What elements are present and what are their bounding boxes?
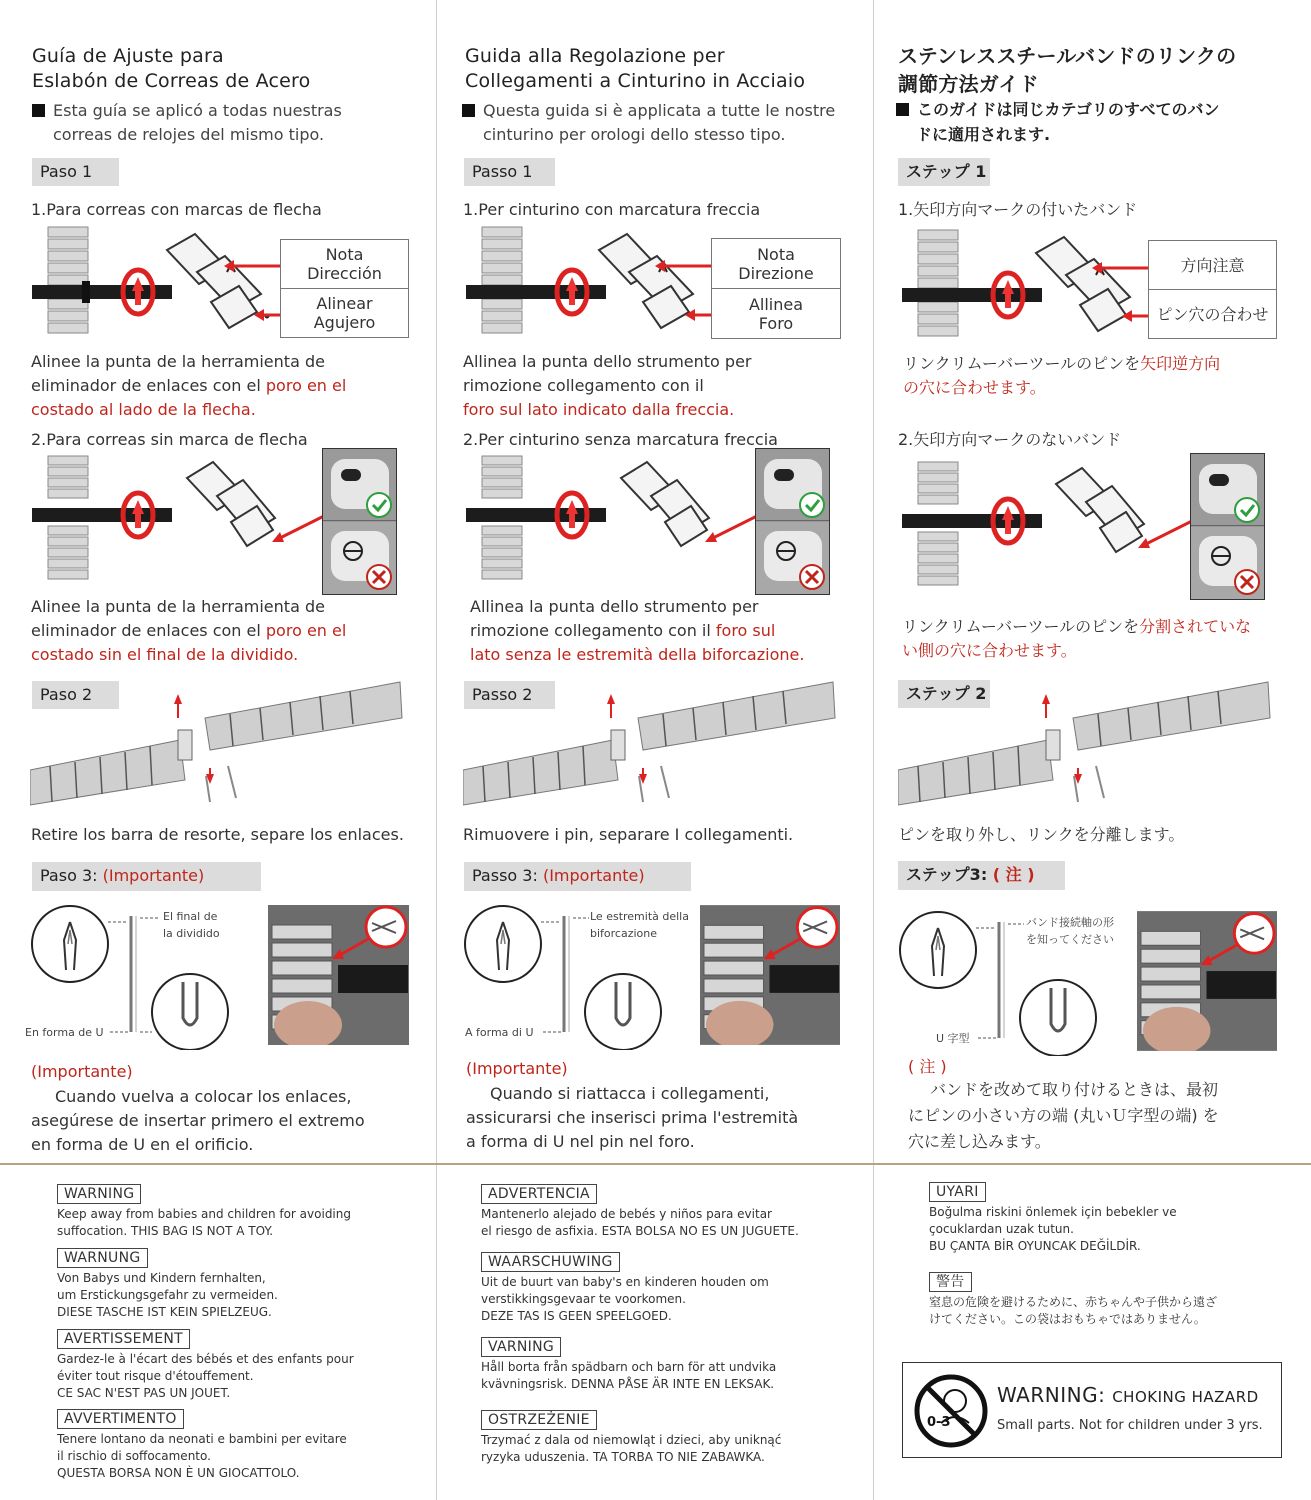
photo-pin-insert xyxy=(1137,911,1277,1051)
important-label: (Importante) xyxy=(466,1059,568,1078)
no-small-parts-icon xyxy=(911,1371,991,1451)
warning-block-italian xyxy=(57,1408,427,1482)
important-text: Cuando vuelva a colocar los enlaces, asegúrese de insertar primero el extremo en forma de U en el orificio. xyxy=(31,1087,365,1154)
pin-label-u: U 字型 xyxy=(936,1032,970,1045)
step1-sub2: 2.矢印方向マークのないバンド xyxy=(898,430,1122,449)
guide-title-line2: Eslabón de Correas de Acero xyxy=(32,70,311,92)
warning-block-polish xyxy=(481,1409,861,1466)
arrow-icon xyxy=(703,510,763,545)
warning-text: Håll borta från spädbarn och barn för att undvika kvävningsrisk. DENNA PÅSE ÄR INTE EN LEKSAK. xyxy=(481,1360,777,1391)
guide-bullet: Questa guida si è applicata a tutte le nostre xyxy=(462,99,835,123)
step3-header: ステップ3: ( 注 ) xyxy=(898,861,1065,890)
step1-sub1: 1.矢印方向マークの付いたバンド xyxy=(898,200,1138,219)
warning-text: 窒息の危険を避けるために、赤ちゃんや子供から遠ざ けてください。この袋はおもちゃではありません。 xyxy=(929,1295,1218,1326)
band-tool-illustration-2 xyxy=(30,452,180,582)
warning-title: UYARI xyxy=(929,1182,986,1202)
important-text: バンドを改めて取り付けるときは、最初 にピンの小さい方の端 (丸いＵ字型の端) を 穴に差し込みます。 xyxy=(908,1080,1219,1151)
warning-title: AVVERTIMENTO xyxy=(57,1409,184,1429)
photo-pin-insert xyxy=(700,905,840,1045)
band-tool-illustration-2 xyxy=(900,458,1050,588)
bullet-square-icon xyxy=(896,103,909,116)
warning-block-spanish xyxy=(481,1183,861,1240)
step1-instruction-1: Allinea la punta dello strumento per rimozione collegamento con il foro sul lato indicato dalla freccia. xyxy=(463,352,752,419)
warning-text: Keep away from babies and children for avoiding suffocation. THIS BAG IS NOT A TOY. xyxy=(57,1207,351,1238)
note-direction-box: Nota Direzione xyxy=(711,238,841,289)
pin-label-u: A forma di U xyxy=(465,1026,534,1039)
warning-title: VARNING xyxy=(481,1337,561,1357)
photo-pin-insert xyxy=(268,905,409,1045)
step3-header: Passo 3: (Importante) xyxy=(464,862,691,891)
important-text: Quando si riattacca i collegamenti, assicurarsi che inserisci prima l'estremità a forma di U nel pin nel foro. xyxy=(466,1084,799,1151)
choking-text: Small parts. Not for children under 3 yrs. xyxy=(997,1418,1263,1433)
bracelet-illustration xyxy=(463,680,838,810)
step3-header: Paso 3: (Importante) xyxy=(32,862,261,891)
important-label: ( 注 ) xyxy=(908,1057,947,1076)
step1-instruction-1: リンクリムーバーツールのピンを矢印逆方向 の穴に合わせます。 xyxy=(903,354,1221,397)
guide-title-line1: Guía de Ajuste para xyxy=(32,45,224,67)
band-tool-illustration-2 xyxy=(464,452,614,582)
arrow-icon xyxy=(1136,516,1196,551)
warning-title: AVERTISSEMENT xyxy=(57,1329,190,1349)
guide-bullet-line2: cinturino per orologi dello stesso tipo. xyxy=(483,125,786,144)
warning-title: ADVERTENCIA xyxy=(481,1184,597,1204)
arrow-icon xyxy=(653,258,713,328)
pin-label-forked: バンド接続軸の形 を知ってください xyxy=(1026,916,1114,946)
guide-title-line2: 調節方法ガイド xyxy=(898,72,1039,96)
warning-title: 警告 xyxy=(929,1272,972,1292)
step1-sub2: 2.Per cinturino senza marcatura freccia xyxy=(463,430,778,449)
step1-sub1: 1.Para correas con marcas de flecha xyxy=(31,200,322,219)
warning-title: WARNING xyxy=(57,1184,141,1204)
pin-label-u: En forma de U xyxy=(25,1026,104,1039)
note-direction-box: 方向注意 xyxy=(1148,240,1277,290)
bullet-square-icon xyxy=(462,104,475,117)
align-hole-box: ピン穴の合わせ xyxy=(1148,289,1277,339)
pin-label-forked: El final de la dividido xyxy=(163,910,220,940)
choking-title: WARNING: CHOKING HAZARD xyxy=(997,1383,1259,1407)
warning-title: OSTRZEŻENIE xyxy=(481,1410,597,1430)
column-italian xyxy=(437,0,873,1163)
step1-header: Passo 1 xyxy=(464,158,555,186)
guide-bullet-line2: correas de relojes del mismo tipo. xyxy=(53,125,325,144)
arrow-icon xyxy=(222,258,282,328)
step2-header: ステップ 2 xyxy=(898,680,990,708)
warning-text: Boğulma riskini önlemek için bebekler ve çocuklardan uzak tutun. BU ÇANTA BİR OYUNCAK DEĞİLDİR. xyxy=(929,1205,1177,1253)
warning-text: Trzymać z dala od niemowląt i dzieci, aby uniknąć ryzyka uduszenia. TA TORBA TO NIE ZABAWKA. xyxy=(481,1433,782,1464)
step1-instruction-2: Allinea la punta dello strumento per rimozione collegamento con il foro sul lato senza le estremità della biforcazione. xyxy=(470,597,805,664)
warning-block-japanese xyxy=(929,1271,1289,1328)
arrow-icon xyxy=(1090,260,1150,330)
warning-block-dutch xyxy=(481,1251,861,1325)
pin-label-forked: Le estremità della biforcazione xyxy=(590,910,689,940)
warning-block-french xyxy=(57,1328,427,1402)
step1-instruction-2: Alinee la punta de la herramienta de eliminador de enlaces con el poro en el costado sin el final de la dividido. xyxy=(31,597,347,664)
guide-bullet: このガイドは同じカテゴリのすべてのバン xyxy=(896,98,1220,122)
align-hole-box: Allinea Foro xyxy=(711,288,841,339)
column-japanese xyxy=(874,0,1311,1163)
step1-instruction-1: Alinee la punta de la herramienta de eliminador de enlaces con el poro en el costado al lado de la flecha. xyxy=(31,352,347,419)
step2-text: Retire los barra de resorte, separe los enlaces. xyxy=(31,825,404,844)
column-spanish xyxy=(0,0,436,1163)
step1-sub2: 2.Para correas sin marca de flecha xyxy=(31,430,308,449)
band-tool-illustration xyxy=(900,228,1050,338)
choking-hazard-box xyxy=(902,1362,1282,1458)
guide-title-line2: Collegamenti a Cinturino in Acciaio xyxy=(465,70,806,92)
step2-text: ピンを取り外し、リンクを分離します。 xyxy=(898,825,1185,844)
step1-header: ステップ 1 xyxy=(898,158,990,186)
guide-title-line1: Guida alla Regolazione per xyxy=(465,45,725,67)
warning-block-german xyxy=(57,1247,427,1321)
band-tool-illustration xyxy=(30,225,180,335)
warning-title: WARNUNG xyxy=(57,1248,148,1268)
bracelet-illustration xyxy=(30,680,405,810)
warning-text: Gardez-le à l'écart des bébés et des enfants pour éviter tout risque d'étouffement. CE SAC N'EST PAS UN JOUET. xyxy=(57,1352,354,1400)
warning-block-turkish xyxy=(929,1181,1289,1255)
step2-text: Rimuovere i pin, separare I collegamenti. xyxy=(463,825,794,844)
note-direction-box: Nota Dirección xyxy=(280,239,409,289)
warning-text: Von Babys und Kindern fernhalten, um Erstickungsgefahr zu vermeiden. DIESE TASCHE IST KEIN SPIELZEUG. xyxy=(57,1271,278,1319)
arrow-icon xyxy=(270,510,330,545)
step1-sub1: 1.Per cinturino con marcatura freccia xyxy=(463,200,761,219)
hole-comparison-panel xyxy=(755,448,830,595)
warning-text: Mantenerlo alejado de bebés y niños para evitar el riesgo de asfixia. ESTA BOLSA NO ES UN JUGUETE. xyxy=(481,1207,799,1238)
step2-header: Paso 2 xyxy=(32,681,119,709)
hole-comparison-panel xyxy=(322,448,397,595)
guide-bullet: Esta guía se aplicó a todas nuestras xyxy=(32,99,342,123)
warning-title: WAARSCHUWING xyxy=(481,1252,620,1272)
warning-block-english xyxy=(57,1183,427,1240)
guide-title-line1: ステンレススチールバンドのリンクの xyxy=(898,44,1237,68)
step2-header: Passo 2 xyxy=(464,681,555,709)
hole-comparison-panel xyxy=(1190,453,1265,600)
important-label: (Importante) xyxy=(31,1062,133,1081)
bracelet-illustration xyxy=(898,680,1273,810)
align-hole-box: Alinear Agujero xyxy=(280,288,409,338)
warning-block-swedish xyxy=(481,1336,861,1393)
bullet-square-icon xyxy=(32,104,45,117)
band-tool-illustration xyxy=(464,225,614,335)
age-label: 0-3 xyxy=(927,1415,951,1430)
warning-text: Uit de buurt van baby's en kinderen houden om verstikkingsgevaar te voorkomen. DEZE TAS IS GEEN SPEELGOED. xyxy=(481,1275,769,1323)
step1-instruction-2: リンクリムーバーツールのピンを分割されていな い側の穴に合わせます。 xyxy=(902,617,1252,660)
guide-bullet-line2: ドに適用されます. xyxy=(916,125,1051,144)
step1-header: Paso 1 xyxy=(32,158,119,186)
warning-text: Tenere lontano da neonati e bambini per evitare il rischio di soffocamento. QUESTA BORSA NON È UN GIOCATTOLO. xyxy=(57,1432,347,1480)
